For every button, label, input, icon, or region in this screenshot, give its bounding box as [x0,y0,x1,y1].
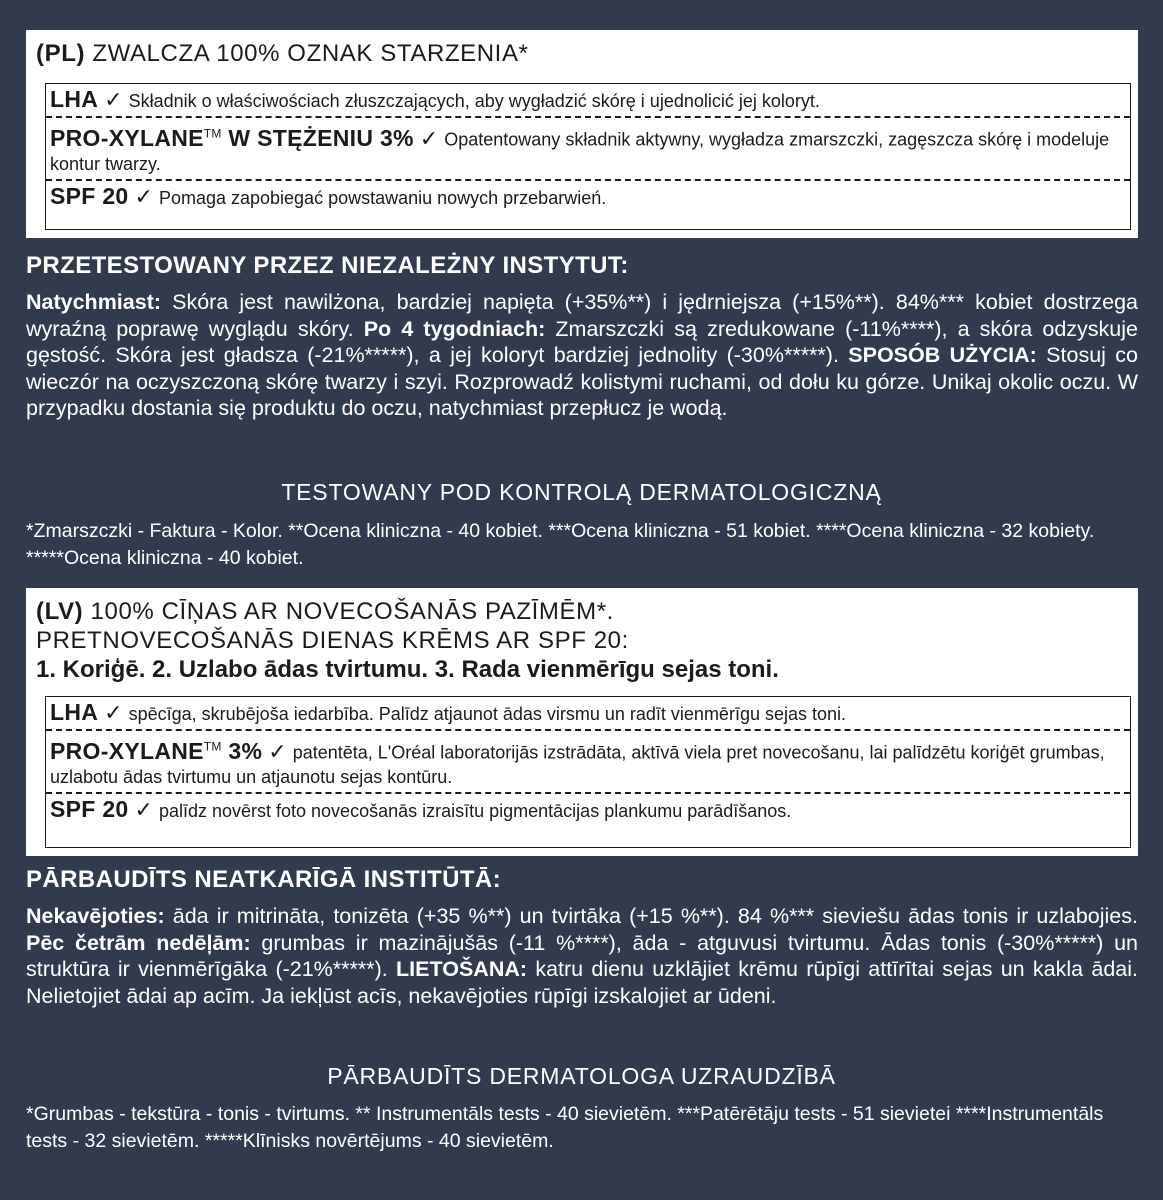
lv-results-paragraph: Nekavējoties: āda ir mitrināta, tonizēta (+35 %**) un tvirtāka (+15 %**). 84 %*** sieviešu ādas tonis ir uzlabojies. Pēc četrām nedēļām: grumbas ir mazinājušās (-11 %****), āda - atguvusi tvirtumu. Ādas tonis (-30%*****) un struktūra ir vienmērīgāka (-21%*****). LIETOŠANA: katru dienu uzklājiet krēmu rūpīgi attīrītai sejas un kakla ādai. Nelietojiet ādai ap acīm. Ja iekļūst acīs, nekavējoties rūpīgi izskalojiet ar ūdeni. [26,904,1138,1008]
lv-footnotes: *Grumbas - tekstūra - tonis - tvirtums. ** Instrumentāls tests - 40 sievietēm. ***Patērētāju tests - 51 sievietei ****Instrumentāls tests - 32 sievietēm. *****Klīnisks novērtējums - 40 sievietēm. [26,1103,1104,1152]
ingredient-desc: spēcīga, skrubējoša iedarbība. Palīdz atjaunot ādas virsmu un radīt vienmērīgu sejas toni. [128,704,847,724]
ingredient-name: LHA [50,699,99,725]
ingredient-desc: palīdz novērst foto novecošanās izraisītu pigmentācijas plankumu parādīšanos. [158,800,792,821]
ingredient-name: PRO-XYLANE™ W STĘŻENIU 3% [50,124,414,151]
lv-title-text: 100% CĪŅAS AR NOVECOŠANĀS PAZĪMĒM*. [83,598,614,625]
pl-derm-tested: TESTOWANY POD KONTROLĄ DERMATOLOGICZNĄ [281,479,882,505]
pl-row-lha [46,84,1130,116]
trademark-mark: TM [203,126,222,140]
pl-tested-heading: PRZETESTOWANY PRZEZ NIEZALEŻNY INSTYTUT: [26,252,629,279]
lv-subtitle: PRETNOVECOŠANĀS DIENAS KRĒMS AR SPF 20: [36,627,629,654]
check-icon: ✓ [268,738,287,764]
pl-row-proxylane [46,116,1130,179]
ingredient-desc: Opatentowany składnik aktywny, wygładza zmarszczki, zagęszcza skórę i modeluje kontur twarzy. [50,129,1110,174]
ingredient-desc: patentēta, L'Oréal laboratorijās izstrādāta, aktīvā viela pret novecošanu, lai palīdzētu koriģēt grumbas, uzlabotu ādas tvirtumu un atjaunotu sejas kontūru. [50,742,1105,787]
lv-row-proxylane [46,729,1130,792]
trademark-mark: TM [203,739,222,753]
check-icon: ✓ [104,87,123,112]
ingredient-name: SPF 20 [50,182,129,209]
pl-box-title [36,39,1138,68]
ingredient-desc: Pomaga zapobiegać powstawaniu nowych przebarwień. [158,187,607,208]
check-icon: ✓ [134,796,153,822]
pl-ingredients-box [26,30,1138,238]
check-icon: ✓ [419,125,439,151]
check-icon: ✓ [104,700,123,725]
ingredient-name: SPF 20 [50,795,129,822]
lv-ingredients-box [26,588,1138,856]
check-icon: ✓ [134,183,153,209]
ingredient-name: PRO-XYLANE™ 3% [50,737,263,764]
ingredient-name: LHA [50,86,99,112]
lv-lang-code: (LV) [36,598,84,625]
lv-derm-tested: PĀRBAUDĪTS DERMATOLOGA UZRAUDZĪBĀ [327,1063,836,1089]
lv-ingredient-table [45,696,1131,848]
lv-box-title [36,597,1138,626]
lv-claims: 1. Koriģē. 2. Uzlabo ādas tvirtumu. 3. Rada vienmērīgu sejas toni. [36,656,779,683]
pl-footnotes: *Zmarszczki - Faktura - Kolor. **Ocena kliniczna - 40 kobiet. ***Ocena kliniczna - 51 kobiet. ****Ocena kliniczna - 32 kobiety. *****Ocena kliniczna - 40 kobiet. [26,520,1095,569]
lv-row-spf [46,792,1130,826]
ingredient-desc: Składnik o właściwościach złuszczających, aby wygładzić skórę i ujednolicić jej koloryt. [128,91,820,111]
pl-row-spf [46,179,1130,213]
pl-title-text: ZWALCZA 100% OZNAK STARZENIA* [85,40,529,67]
lv-row-lha [46,697,1130,729]
pl-results-paragraph: Natychmiast: Skóra jest nawilżona, bardziej napięta (+35%**) i jędrniejsza (+15%**). 84%*** kobiet dostrzega wyraźną poprawę wyglądu skóry. Po 4 tygodniach: Zmarszczki są zredukowane (-11%****), a skóra odzyskuje gęstość. Skóra jest gładsza (-21%*****), a jej koloryt bardziej jednolity (-30%*****). SPOSÓB UŻYCIA: Stosuj co wieczór na oczyszczoną skórę twarzy i szyi. Rozprowadź kolistymi ruchami, od dołu ku górze. Unikaj okolic oczu. W przypadku dostania się produktu do oczu, natychmiast przepłucz je wodą. [26,290,1138,420]
lv-tested-heading: PĀRBAUDĪTS NEATKARĪGĀ INSTITŪTĀ: [26,866,501,893]
pl-ingredient-table [45,83,1131,230]
pl-lang-code: (PL) [36,40,86,67]
